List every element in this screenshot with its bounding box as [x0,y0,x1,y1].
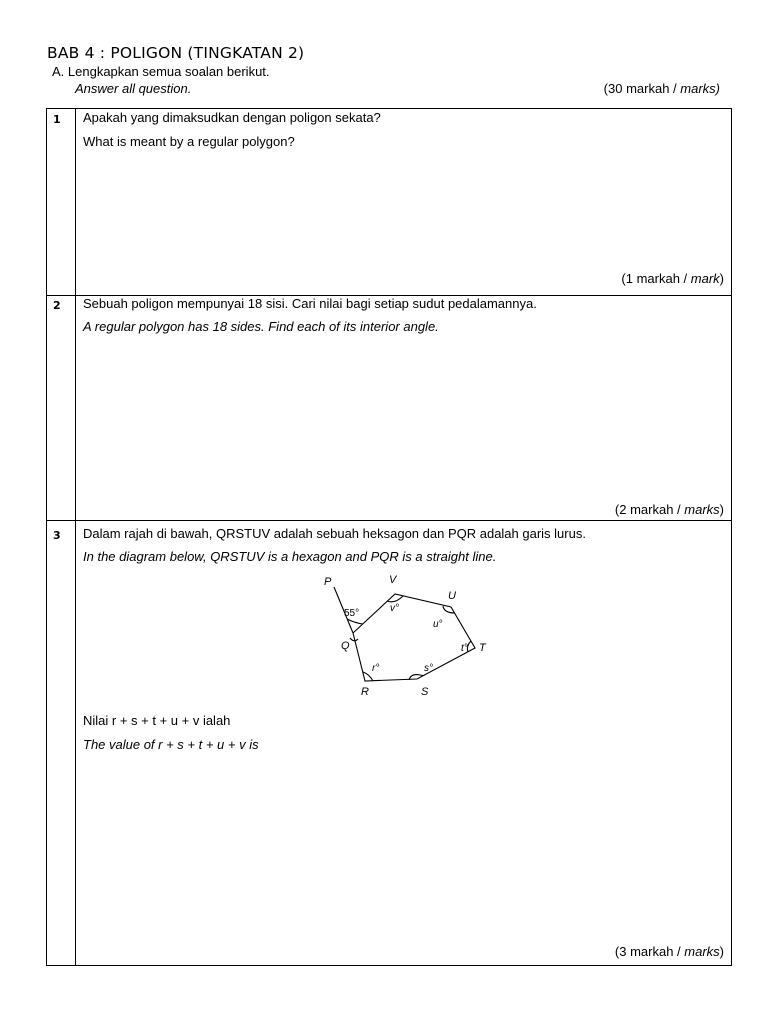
total-marks-open: ( [603,81,609,96]
marks-en: marks [684,944,720,959]
hexagon-diagram [307,571,497,701]
angle-label-v: v° [390,603,399,614]
vertex-label-t: T [479,642,486,654]
question-text-english: A regular polygon has 18 sides. Find each of its interior angle. [83,319,439,334]
angle-label-r: r° [372,663,380,674]
question-text-english: In the diagram below, QRSTUV is a hexagon and PQR is a straight line. [83,549,497,564]
question-subtext-malay: Nilai r + s + t + u + v ialah [83,713,231,728]
page-title: BAB 4 : POLIGON (TINGKATAN 2) [47,44,305,62]
total-marks-ms: 30 markah / [608,81,681,96]
angle-label-u: u° [433,619,443,630]
marks-ms: (3 markah / [614,944,685,959]
marks-ms: (1 markah / [621,271,691,286]
question-number: 2 [53,299,61,312]
angle-label-t: t° [461,643,468,654]
question-text-malay: Sebuah poligon mempunyai 18 sisi. Cari nilai bagi setiap sudut pedalamannya. [83,296,537,311]
question-text-malay: Apakah yang dimaksudkan dengan poligon sekata? [83,110,381,125]
marks-close: ) [719,502,724,517]
question-marks [615,944,724,959]
marks-en: marks [684,502,720,517]
total-marks-en: marks) [680,81,720,96]
marks-ms: (2 markah / [614,502,685,517]
vertex-label-s: S [421,686,429,698]
marks-close: ) [719,944,724,959]
vertex-label-p: P [324,576,332,588]
question-number: 1 [53,113,61,126]
marks-en: mark [690,271,720,286]
angle-label-s: s° [424,663,433,674]
question-number: 3 [53,529,61,542]
vertex-label-r: R [361,686,369,698]
vertex-label-v: V [389,574,397,586]
marks-close: ) [719,271,724,286]
vertex-label-u: U [448,590,456,602]
question-subtext-english: The value of r + s + t + u + v is [83,737,259,752]
question-table [46,108,732,966]
number-column-divider [75,109,76,965]
row-divider-2 [47,520,731,521]
total-marks [604,81,720,96]
angle-label-given: 55° [344,608,360,619]
instruction-malay: A. Lengkapkan semua soalan berikut. [52,64,270,79]
question-text-english: What is meant by a regular polygon? [83,134,295,149]
question-marks [615,502,724,517]
vertex-label-q: Q [341,640,350,652]
question-marks [621,271,724,286]
instruction-english: Answer all question. [75,81,192,96]
question-text-malay: Dalam rajah di bawah, QRSTUV adalah sebuah heksagon dan PQR adalah garis lurus. [83,526,586,541]
